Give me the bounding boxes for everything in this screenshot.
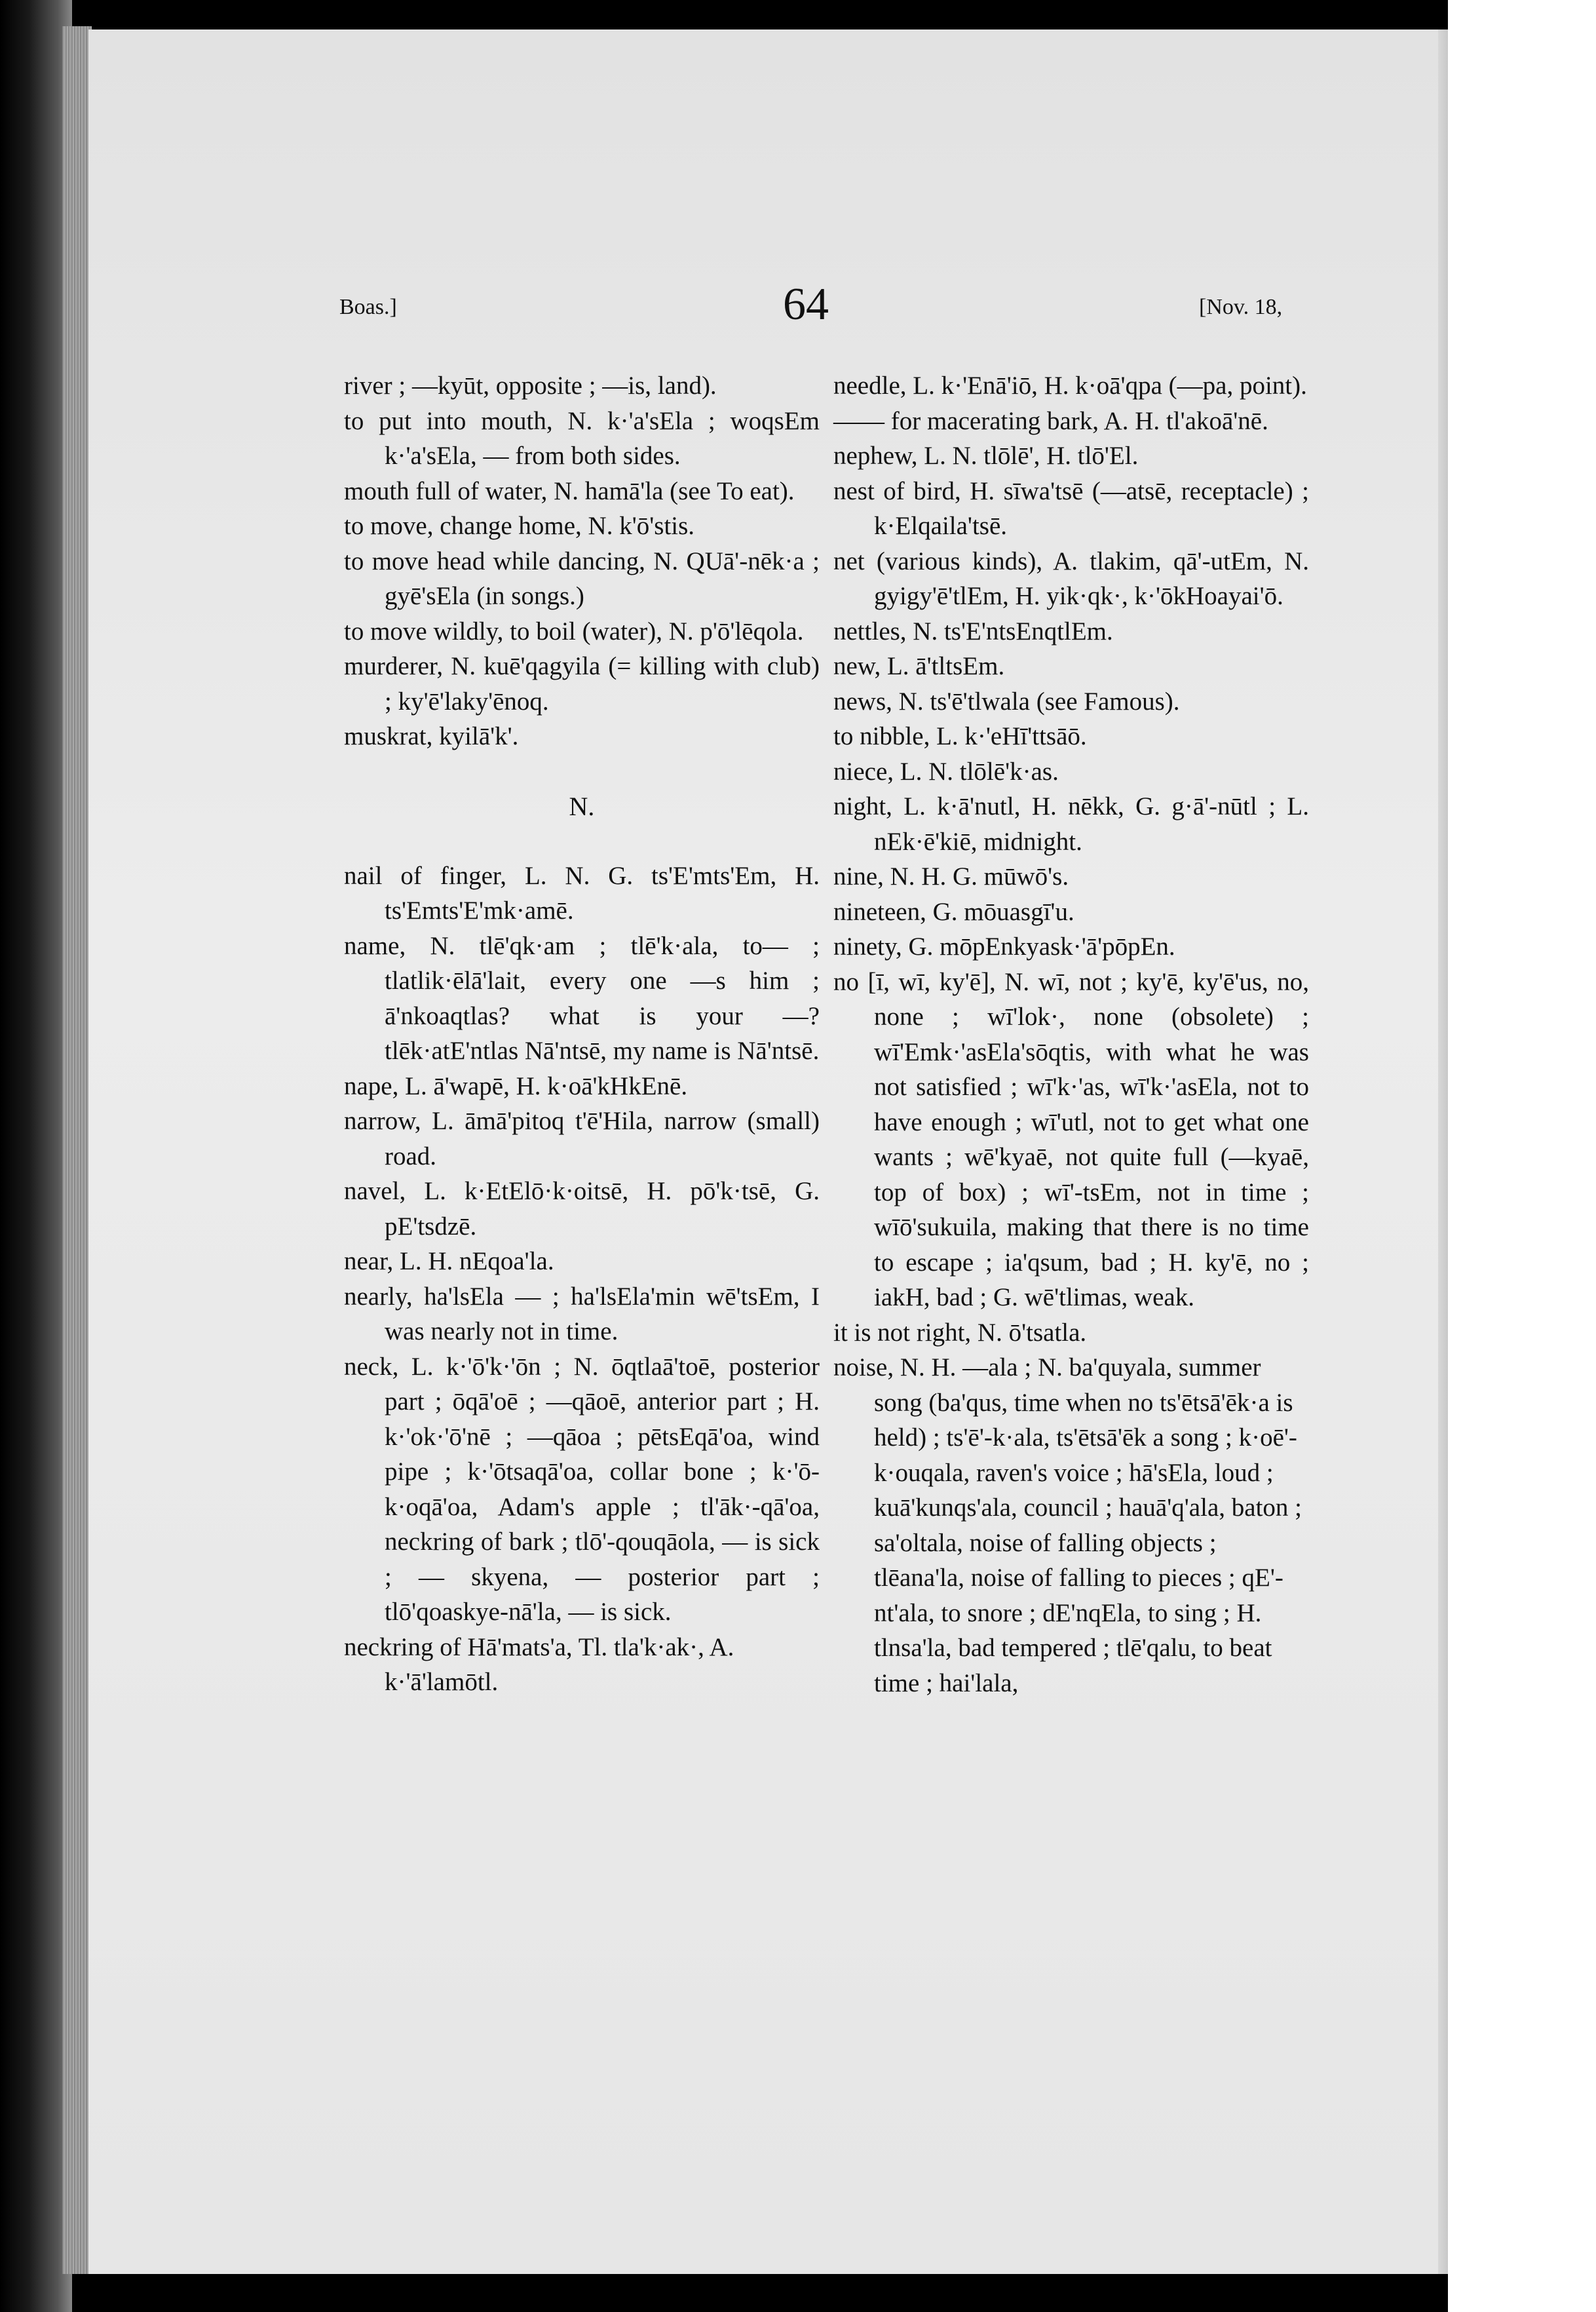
entry: nearly, ha'lsEla — ; ha'lsEla'min wē'tsEm, I was nearly not in time. (344, 1282, 820, 1345)
entry: nape, L. ā'wapē, H. k·oā'kHkEnē. (344, 1071, 688, 1100)
entry: needle, L. k·'Enā'iō, H. k·oā'qpa (—pa, point). (833, 372, 1307, 400)
entry: neck, L. k·'ō'k·'ōn ; N. ōqtlaā'toē, posterior part ; ōqā'oē ; —qāoē, anterior part ; H. k·'ok·'ō'nē ; —qāoa ; pētsEqā'oa, wind pipe ; k·'ōtsaqā'oa, collar bone ; k·'ō-k·oqā'oa, Adam's apple ; tl'āk·-qā'oa, neckring of bark ; tlō'-qouqāola, — is sick ; — skyena, — posterior part ; tlō'qoaskye-nā'la, — is sick. (344, 1352, 820, 1626)
entry: night, L. k·ā'nutl, H. nēkk, G. g·ā'-nūtl ; L. nEk·ē'kiē, midnight. (833, 792, 1309, 856)
entry: nine, N. H. G. mūwō's. (833, 862, 1069, 891)
section-letter: N. (569, 791, 595, 821)
entry: new, L. ā'tltsEm. (833, 652, 1005, 680)
entry: nephew, L. N. tlōlē', H. tlō'El. (833, 442, 1139, 470)
entry: nest of bird, H. sīwa'tsē (—atsē, receptacle) ; k·Elqaila'tsē. (833, 476, 1309, 540)
entry: to move, change home, N. k'ō'stis. (344, 512, 695, 540)
entry: niece, L. N. tlōlē'k·as. (833, 757, 1059, 786)
entry: net (various kinds), A. tlakim, qā'-utEm, N. gyigy'ē'tlEm, H. yik·qk·, k·'ōkHoayai'ō. (833, 547, 1309, 610)
page-edges (62, 26, 92, 2274)
entry: narrow, L. āmā'pitoq t'ē'Hila, narrow (small) road. (344, 1107, 820, 1170)
entry: to put into mouth, N. k·'a'sEla ; woqsEm k·'a'sEla, — from both sides. (344, 406, 820, 470)
entry: nettles, N. ts'E'ntsEnqtlEm. (833, 617, 1113, 645)
entry: muskrat, kyilā'k'. (344, 722, 519, 750)
entry: to nibble, L. k·'eHī'ttsāō. (833, 722, 1087, 750)
entry: navel, L. k·EtElō·k·oitsē, H. pō'k·tsē, G. pE'tsdzē. (344, 1177, 820, 1241)
entry: neckring of Hā'mats'a, Tl. tla'k·ak·, A. k·'ā'lamōtl. (344, 1632, 734, 1696)
left-column (344, 368, 820, 1700)
entry: mouth full of water, N. hamā'la (see To eat). (344, 476, 795, 505)
entry: name, N. tlē'qk·am ; tlē'k·ala, to— ; tlatlik·ēlā'lait, every one —s him ; ā'nkoaqtlas? what is your —? tlēk·atE'ntlas Nā'ntsē, my name is Nā'ntsē. (344, 931, 820, 1065)
scan-margin (1448, 0, 1596, 2312)
entry: noise, N. H. —ala ; N. ba'quyala, summer song (ba'qus, time when no ts'ētsā'ēk·a is held) ; ts'ē'-k·ala, ts'ētsā'ēk a song ; k·oē'-k·ouqala, raven's voice ; hā'sEla, loud ; kuā'kunqs'ala, council ; hauā'q'ala, baton ; sa'oltala, noise of falling objects ; tlēana'la, noise of falling to pieces ; qE'-nt'ala, to snore ; dE'nqEla, to sing ; H. tlnsa'la, bad tempered ; tlē'qalu, to beat time ; hai'lala, (833, 1353, 1302, 1697)
entry: no [ī, wī, ky'ē], N. wī, not ; ky'ē, ky'ē'us, no, none ; wī'lok·, none (obsolete) ; wī'Emk·'asEla'sōqtis, with what he was not satisfied ; wī'k·'as, wī'k·'asEla, not to have enough ; wī'utl, not to get what one wants ; wē'kyaē, not quite full (—kyaē, top of box) ; wī'-tsEm, not in time ; wīō'sukuila, making that there is no time to escape ; ia'qsum, bad ; H. ky'ē, no ; iakH, bad ; G. wē'tlimas, weak. (833, 967, 1309, 1311)
entry: near, L. H. nEqoa'la. (344, 1247, 554, 1275)
right-column (833, 368, 1309, 1701)
entry: river ; —kyūt, opposite ; —is, land). (344, 372, 717, 400)
entry: to move wildly, to boil (water), N. p'ō'lēqola. (344, 617, 804, 645)
entry: murderer, N. kuē'qagyila (= killing with club) ; ky'ē'laky'ēnoq. (344, 652, 820, 716)
page-number: 64 (783, 279, 829, 330)
entry: —— for macerating bark, A. H. tl'akoā'nē. (833, 406, 1268, 435)
running-head: Boas.] (339, 295, 397, 319)
entry: nineteen, G. mōuasgī'u. (833, 897, 1074, 926)
book-binding (0, 0, 72, 2312)
entry: news, N. ts'ē'tlwala (see Famous). (833, 687, 1180, 716)
entry: nail of finger, L. N. G. ts'E'mts'Em, H. ts'Emts'E'mk·amē. (344, 861, 820, 925)
date-reference: [Nov. 18, (1199, 295, 1283, 319)
entry: to move head while dancing, N. QUā'-nēk·a ; gyē'sEla (in songs.) (344, 547, 820, 610)
entry: ninety, G. mōpEnkyask·'ā'pōpEn. (833, 933, 1175, 961)
entry: it is not right, N. ō'tsatla. (833, 1318, 1087, 1347)
